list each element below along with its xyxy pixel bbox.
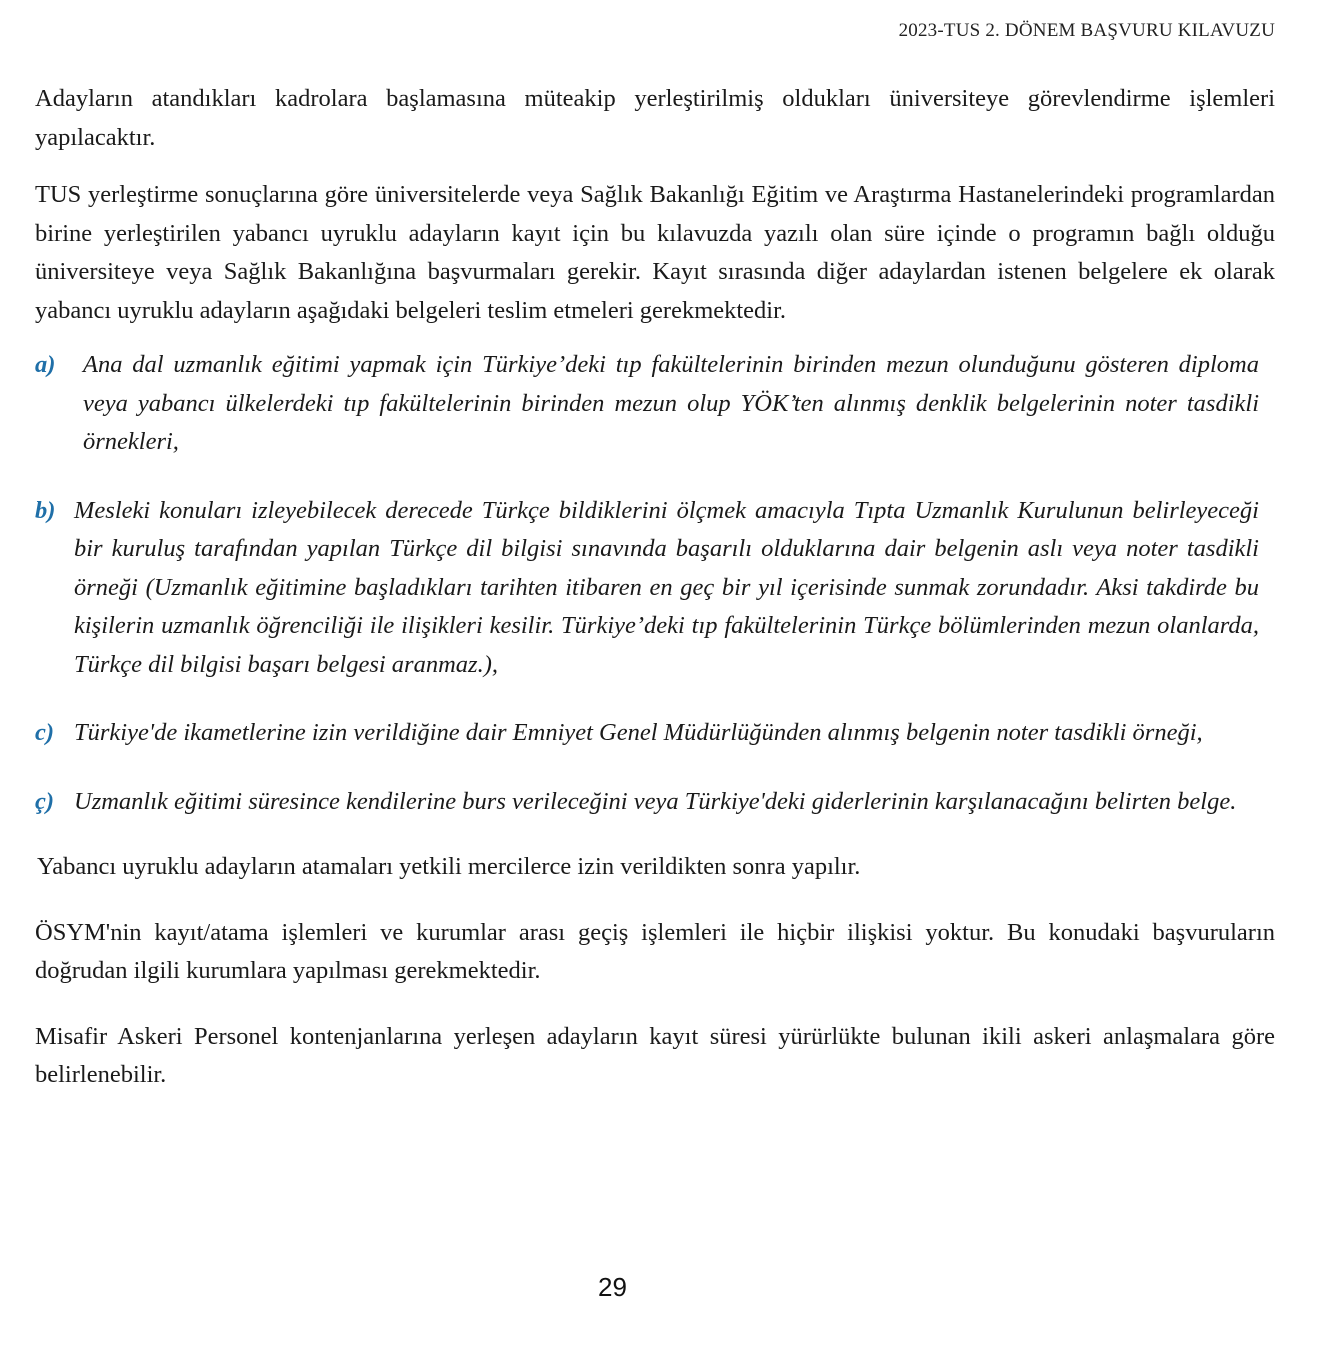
paragraph-foreign-registration: TUS yerleştirme sonuçlarına göre üniversitelerde veya Sağlık Bakanlığı Eğitim ve Araştırma Hastanelerindeki programlardan birine yerleştirilen yabancı uyruklu adayların kayıt için bu kılavuzda yazılı olan süre içinde o programın bağlı olduğu üniversiteye veya Sağlık Bakanlığına başvurmaları gerekir. Kayıt sırasında diğer adaylardan istenen belgelere ek olarak yabancı uyruklu adayların aşağıdaki belgeleri teslim etmeleri gerekmektedir. [35, 181, 1275, 324]
paragraph-osym-disclaimer: ÖSYM'nin kayıt/atama işlemleri ve kurumlar arası geçiş işlemleri ile hiçbir ilişkisi yoktur. Bu konudaki başvuruların doğrudan ilgili kurumlara yapılması gerekmektedir. [35, 918, 1275, 984]
list-item-b [35, 492, 1259, 685]
running-header: 2023-TUS 2. DÖNEM BAŞVURU KILAVUZU [898, 20, 1275, 41]
list-label: ç) [35, 787, 55, 815]
list-text: Ana dal uzmanlık eğitimi yapmak için Türkiye’deki tıp fakültelerinin birinden mezun olunduğunu gösteren diploma veya yabancı ülkelerdeki tıp fakültelerinin birinden mezun olup YÖK’ten alınmış denklik belgelerinin noter tasdikli örnekleri, [83, 351, 1259, 455]
list-item-c-cedilla [35, 783, 1274, 822]
list-label: b) [35, 496, 56, 524]
list-item-c [35, 714, 1259, 753]
paragraph-assignment-permission: Yabancı uyruklu adayların atamaları yetkili mercilerce izin verildikten sonra yapılır. [37, 853, 861, 880]
page-number: 29 [598, 1272, 627, 1302]
list-label: a) [35, 351, 56, 378]
list-text: Uzmanlık eğitimi süresince kendilerine burs verileceğini veya Türkiye'deki giderlerinin karşılanacağını belirten belge. [74, 787, 1237, 815]
document-body [35, 80, 1275, 1095]
list-text: Mesleki konuları izleyebilecek derecede Türkçe bildiklerini ölçmek amacıyla Tıpta Uzmanlık Kurulunun belirleyeceği bir kuruluş tarafından yapılan Türkçe dil bilgisi sınavında başarılı olduklarına dair belgenin aslı veya noter tasdikli örneği (Uzmanlık eğitimine başladıkları tarihten itibaren en geç bir yıl içerisinde sunmak zorundadır. Aksi takdirde bu kişilerin uzmanlık öğrenciliği ile ilişikleri kesilir. Türkiye’deki tıp fakültelerinin Türkçe bölümlerinden mezun olanlarda, Türkçe dil bilgisi başarı belgesi aranmaz.), [74, 496, 1259, 678]
paragraph-military-personnel: Misafir Askeri Personel kontenjanlarına yerleşen adayların kayıt süresi yürürlükte bulunan ikili askeri anlaşmalara göre belirlenebilir. [35, 1022, 1275, 1088]
list-text: Türkiye'de ikametlerine izin verildiğine dair Emniyet Genel Müdürlüğünden alınmış belgenin noter tasdikli örneği, [74, 719, 1203, 746]
paragraph-assignment: Adayların atandıkları kadrolara başlamasına müteakip yerleştirilmiş oldukları üniversiteye görevlendirme işlemleri yapılacaktır. [35, 85, 1275, 151]
list-item-a [35, 346, 1259, 462]
list-label: c) [35, 719, 55, 746]
